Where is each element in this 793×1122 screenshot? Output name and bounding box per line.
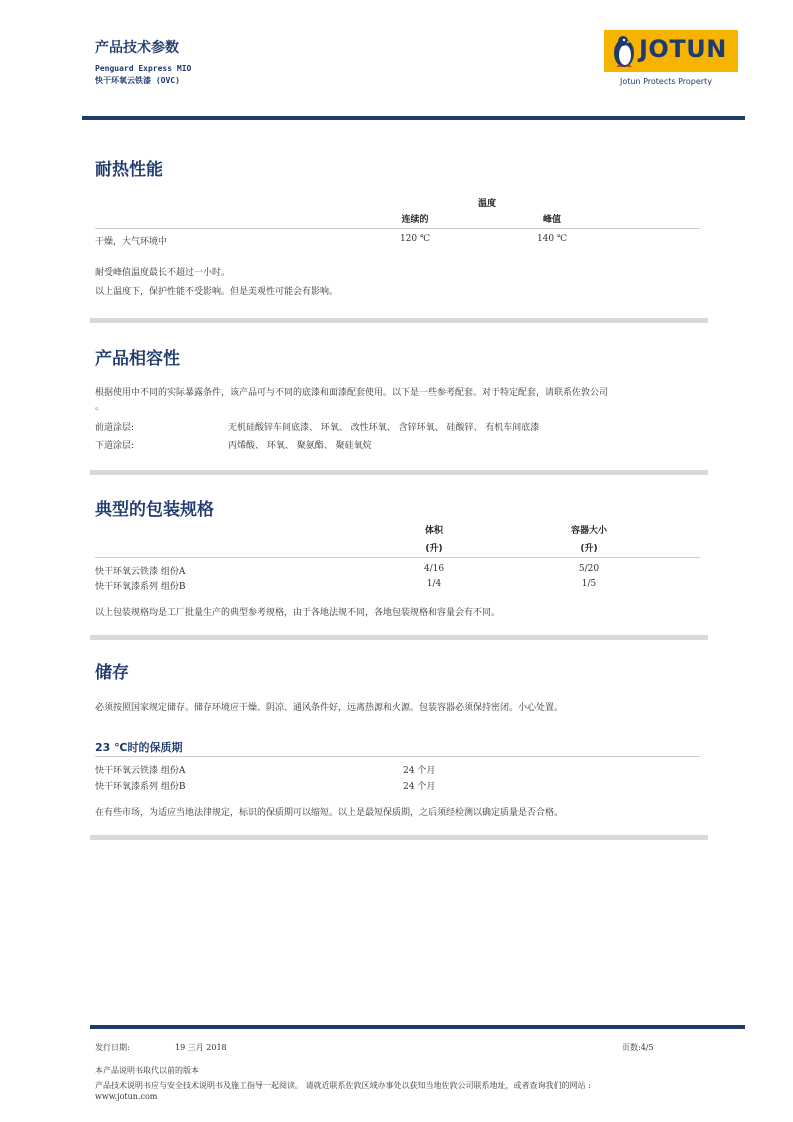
heat-note-1: 耐受峰值温度最长不超过一小时。 [95, 268, 231, 278]
pack-section-title: 典型的包装规格 [95, 500, 214, 520]
heat-col-peak: 峰值 [542, 215, 561, 225]
footer-notice: 产品技术说明书应与安全技术说明书及施工指导一起阅读。 请就近联系佐敦区域办事处以获知当地佐敦公司联系地址，或者查询我们的网站 : [95, 1081, 591, 1090]
footer-url-link[interactable]: www.jotun.com [95, 1092, 158, 1101]
compat-section-title: 产品相容性 [95, 349, 180, 369]
pack-row-label: 快干环氧漆系列 组份B [95, 582, 186, 592]
next-coat-label: 下道涂层: [95, 441, 135, 451]
logo-tagline: Jotun Protects Property [620, 77, 712, 86]
pack-col-container: 容器大小 [570, 526, 607, 536]
section-divider [90, 470, 708, 475]
shelf-row-label: 快干环氧云铁漆 组份A [95, 766, 186, 776]
page-number: 页数:4/5 [622, 1043, 654, 1052]
section-divider [90, 318, 708, 323]
shelf-table-rule [95, 756, 700, 757]
pack-row-container: 1/5 [581, 579, 597, 589]
heat-section-title: 耐热性能 [95, 160, 163, 180]
prev-coat-value: 无机硅酸锌车间底漆、 环氧、 改性环氧、 含锌环氧、 硅酸锌、 有机车间底漆 [228, 423, 540, 433]
penguin-icon [610, 33, 638, 69]
prev-coat-label: 前道涂层: [95, 423, 135, 433]
pack-row-volume: 4/16 [423, 564, 445, 574]
footer-divider [90, 1025, 745, 1029]
pack-row-container: 5/20 [578, 564, 600, 574]
compat-intro-cont: 。 [95, 402, 105, 412]
issue-date-value: 19 三月 2018 [175, 1043, 227, 1052]
section-divider [90, 635, 708, 640]
pack-row-label: 快干环氧云铁漆 组份A [95, 567, 186, 577]
page-title: 产品技术参数 [95, 40, 179, 56]
next-coat-value: 丙烯酸、 环氧、 聚氨酯、 聚硅氧烷 [228, 441, 372, 451]
shelf-row-value: 24 个月 [403, 782, 436, 792]
shelf-row-value: 24 个月 [403, 766, 436, 776]
storage-section-title: 储存 [95, 663, 129, 683]
footer-supersedes: 本产品说明书取代以前的版本 [95, 1066, 199, 1075]
shelf-row-label: 快干环氧漆系列 组份B [95, 782, 186, 792]
pack-col-volume-unit: (升) [425, 544, 443, 554]
pack-col-container-unit: (升) [580, 544, 598, 554]
pack-row-volume: 1/4 [426, 579, 442, 589]
heat-row-continuous: 120 ℃ [399, 234, 431, 244]
section-divider [90, 835, 708, 840]
shelf-note: 在有些市场，为适应当地法律规定，标识的保质期可以缩短。以上是最短保质期，之后须经检测以确定质量是否合格。 [95, 808, 564, 818]
header-divider [82, 116, 745, 120]
heat-row-label: 干燥，大气环境中 [95, 237, 168, 247]
product-name-cn: 快干环氧云铁漆 (OVC) [95, 76, 180, 85]
pack-col-volume: 体积 [424, 526, 443, 536]
heat-note-2: 以上温度下，保护性能不受影响。但是美观性可能会有影响。 [95, 287, 339, 297]
product-name-en: Penguard Express MIO [95, 64, 192, 73]
pack-note: 以上包装规格均是工厂批量生产的典型参考规格，由于各地法规不同，各地包装规格和容量会有不同。 [95, 608, 501, 618]
logo-wordmark: JOTUN [639, 35, 727, 63]
jotun-logo [604, 30, 738, 72]
heat-table-rule [95, 228, 700, 229]
heat-group-header: 温度 [477, 199, 496, 209]
pack-table-rule [95, 557, 700, 558]
issue-date-label: 发行日期: [95, 1043, 130, 1052]
storage-text: 必须按照国家规定储存。储存环境应干燥、阴凉、通风条件好，远离热源和火源。包装容器必须保持密闭。小心处置。 [95, 703, 564, 713]
heat-col-continuous: 连续的 [401, 215, 429, 225]
compat-intro: 根据使用中不同的实际暴露条件，该产品可与不同的底漆和面漆配套使用。以下是一些参考配套。对于特定配套，请联系佐敦公司 [95, 388, 609, 398]
heat-row-peak: 140 ℃ [536, 234, 568, 244]
shelf-life-title: 23 ℃时的保质期 [95, 741, 183, 754]
